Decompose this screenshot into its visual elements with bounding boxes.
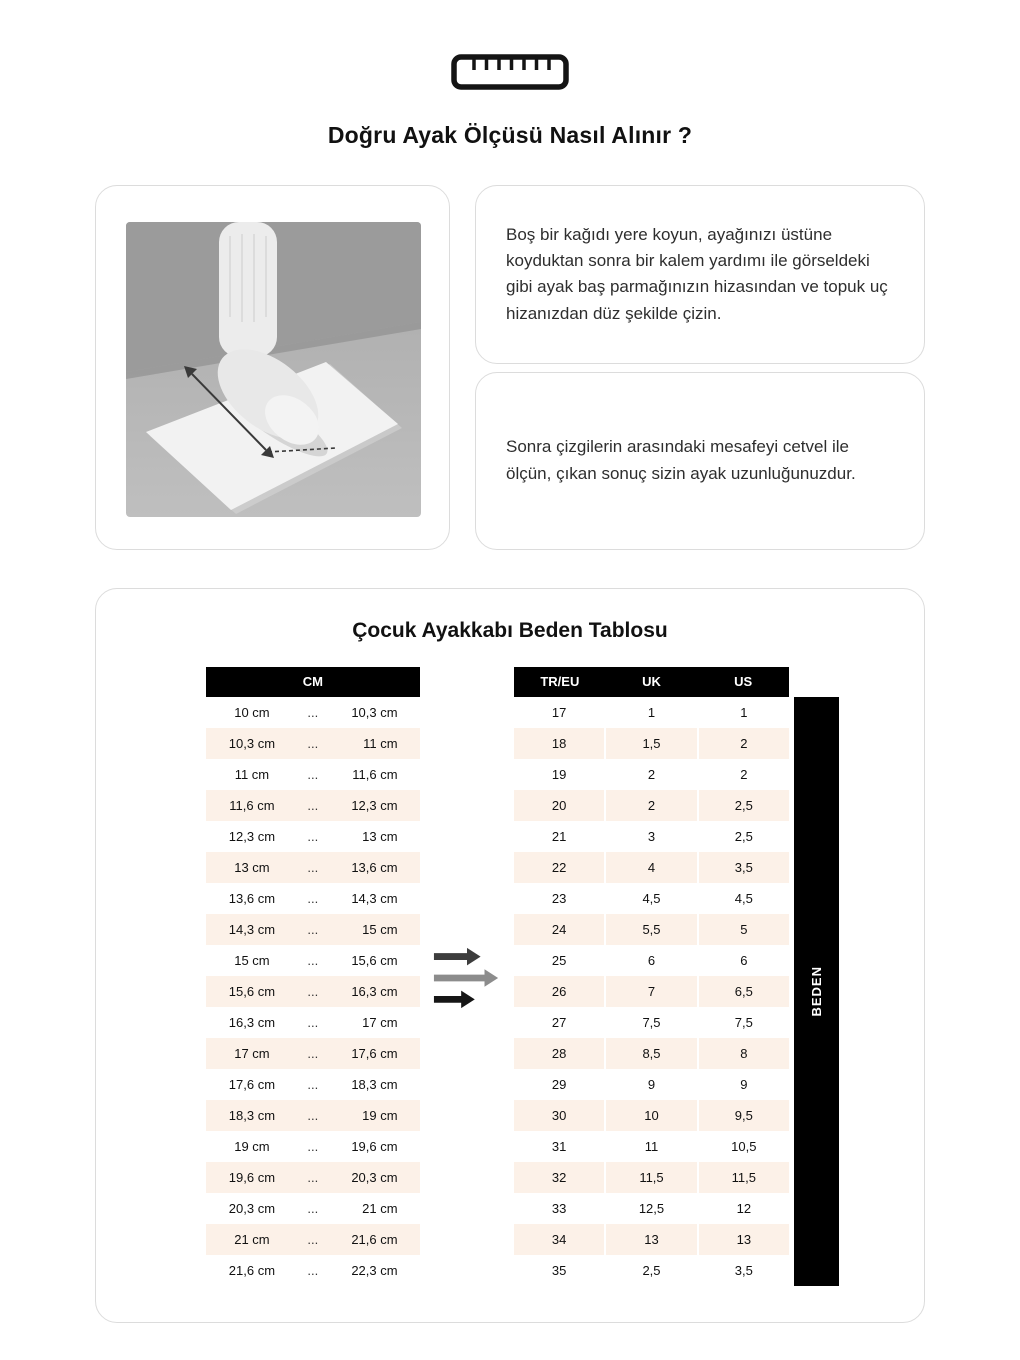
size-table-row <box>514 1007 789 1038</box>
size-table-row <box>514 1255 789 1286</box>
cm-to-value: 15 cm <box>362 922 398 937</box>
cm-to-value: 15,6 cm <box>351 953 398 968</box>
us-value: 8 <box>699 1038 789 1069</box>
size-table-row <box>514 728 789 759</box>
cm-table-row <box>206 728 420 759</box>
cm-to-value: 11,6 cm <box>352 767 398 782</box>
us-value: 9 <box>740 1077 748 1092</box>
us-value: 9,5 <box>699 1100 789 1131</box>
uk-value: 13 <box>606 1224 696 1255</box>
cm-range-separator: ... <box>307 1263 319 1278</box>
cm-table-row <box>206 976 420 1007</box>
cm-from-value: 18,3 cm <box>228 1108 276 1123</box>
us-value: 12 <box>736 1201 752 1216</box>
cm-table-row <box>206 1224 420 1255</box>
cm-from-value: 11 cm <box>234 767 270 782</box>
tr-eu-value: 23 <box>551 891 567 906</box>
cm-from-value: 20,3 cm <box>228 1201 276 1216</box>
cm-range-separator: ... <box>307 798 319 813</box>
foot-measurement-photo <box>126 222 421 517</box>
uk-value: 11 <box>644 1139 659 1154</box>
tr-eu-value: 33 <box>551 1201 567 1216</box>
cm-to-value: 14,3 cm <box>351 891 398 906</box>
cm-range-separator: ... <box>307 953 319 968</box>
us-value: 7,5 <box>734 1015 753 1030</box>
uk-value: 8,5 <box>606 1038 696 1069</box>
cm-to-value: 18,3 cm <box>351 1077 398 1092</box>
cm-range-separator: ... <box>307 736 319 751</box>
cm-from-value: 15,6 cm <box>228 984 276 999</box>
beden-side-label <box>794 697 839 1286</box>
conversion-arrows-icon <box>420 667 514 1286</box>
tr-eu-value: 24 <box>514 914 604 945</box>
us-value: 11,5 <box>699 1162 789 1193</box>
size-table-group <box>514 667 839 1286</box>
cm-to-value: 21 cm <box>362 1201 398 1216</box>
cm-table-row <box>206 1193 420 1224</box>
uk-value: 1,5 <box>606 728 696 759</box>
cm-table-row <box>206 1038 420 1069</box>
size-table-row <box>514 1131 789 1162</box>
cm-to-value: 16,3 cm <box>351 984 398 999</box>
header-tr-eu: TR/EU <box>540 674 580 689</box>
cm-table-row <box>206 759 420 790</box>
size-chart-title: Çocuk Ayakkabı Beden Tablosu <box>352 619 668 642</box>
header-us: US <box>734 674 753 689</box>
cm-table-row <box>206 1069 420 1100</box>
cm-to-value: 20,3 cm <box>351 1170 398 1185</box>
cm-to-value: 12,3 cm <box>351 798 398 813</box>
tr-eu-value: 35 <box>551 1263 567 1278</box>
cm-table-row <box>206 790 420 821</box>
size-table-row <box>514 697 789 728</box>
measurement-instructions <box>95 185 925 550</box>
us-value: 2,5 <box>699 790 789 821</box>
tr-eu-value: 17 <box>551 705 567 720</box>
size-table-row <box>514 1038 789 1069</box>
cm-from-value: 15 cm <box>234 953 270 968</box>
beden-label-text: BEDEN <box>809 966 824 1017</box>
cm-table <box>206 667 420 1286</box>
cm-to-value: 10,3 cm <box>351 705 398 720</box>
tr-eu-value: 22 <box>514 852 604 883</box>
us-value: 3,5 <box>699 852 789 883</box>
cm-table-row <box>206 1100 420 1131</box>
us-value: 13 <box>699 1224 789 1255</box>
size-table-row <box>514 1162 789 1193</box>
cm-table-row <box>206 914 420 945</box>
cm-from-value: 13 cm <box>234 860 270 875</box>
cm-to-value: 13,6 cm <box>351 860 398 875</box>
tr-eu-value: 27 <box>551 1015 567 1030</box>
cm-table-row <box>206 1131 420 1162</box>
uk-value: 3 <box>647 829 656 844</box>
cm-table-row <box>206 852 420 883</box>
cm-range-separator: ... <box>307 1201 319 1216</box>
cm-from-value: 12,3 cm <box>228 829 276 844</box>
uk-value: 4,5 <box>642 891 661 906</box>
cm-to-value: 21,6 cm <box>351 1232 398 1247</box>
cm-to-value: 19,6 cm <box>351 1139 398 1154</box>
instruction-steps <box>475 185 925 550</box>
tr-eu-value: 19 <box>551 767 567 782</box>
cm-table-row <box>206 1255 420 1286</box>
tr-eu-value: 21 <box>551 829 567 844</box>
cm-range-separator: ... <box>307 705 319 720</box>
us-value: 2 <box>699 728 789 759</box>
uk-value: 10 <box>606 1100 696 1131</box>
uk-value: 6 <box>647 953 656 968</box>
instruction-step-1-text: Boş bir kağıdı yere koyun, ayağınızı üstüne koyduktan sonra bir kalem yardımı ile görseldeki gibi ayak baş parmağınızın hizasından ve topuk uç hizanızdan düz şekilde çizin. <box>506 224 888 323</box>
size-table-row <box>514 1069 789 1100</box>
uk-value: 12,5 <box>638 1201 665 1216</box>
instruction-step-1 <box>475 185 925 364</box>
us-value: 6 <box>740 953 748 968</box>
us-value: 6,5 <box>699 976 789 1007</box>
size-table-row <box>514 914 789 945</box>
cm-from-value: 11,6 cm <box>229 798 275 813</box>
cm-range-separator: ... <box>307 922 319 937</box>
cm-table-row <box>206 697 420 728</box>
size-table-row <box>514 1193 789 1224</box>
cm-range-separator: ... <box>307 1139 319 1154</box>
cm-table-row <box>206 1007 420 1038</box>
instruction-step-2-text: Sonra çizgilerin arasındaki mesafeyi cetvel ile ölçün, çıkan sonuç sizin ayak uzunluğunuzdur. <box>506 437 856 483</box>
cm-from-value: 19,6 cm <box>228 1170 276 1185</box>
cm-from-value: 21,6 cm <box>228 1263 276 1278</box>
cm-table-rows <box>206 697 420 1286</box>
us-value: 10,5 <box>731 1139 757 1154</box>
uk-value: 9 <box>647 1077 656 1092</box>
uk-value: 2,5 <box>642 1263 661 1278</box>
header-uk: UK <box>642 674 661 689</box>
size-table-row <box>514 1224 789 1255</box>
cm-range-separator: ... <box>307 829 319 844</box>
cm-table-row <box>206 1162 420 1193</box>
size-table <box>514 667 789 1286</box>
ruler-icon <box>0 0 1020 92</box>
cm-from-value: 19 cm <box>234 1139 270 1154</box>
cm-range-separator: ... <box>307 1046 319 1061</box>
size-table-row <box>514 852 789 883</box>
tr-eu-value: 20 <box>514 790 604 821</box>
cm-range-separator: ... <box>307 860 319 875</box>
size-table-rows <box>514 697 789 1286</box>
tr-eu-value: 34 <box>514 1224 604 1255</box>
tr-eu-value: 32 <box>514 1162 604 1193</box>
foot-photo-card <box>95 185 450 550</box>
size-chart-card <box>95 588 925 1323</box>
cm-from-value: 17 cm <box>234 1046 270 1061</box>
cm-from-value: 17,6 cm <box>228 1077 276 1092</box>
uk-value: 7,5 <box>642 1015 661 1030</box>
cm-to-value: 13 cm <box>362 829 398 844</box>
cm-table-row <box>206 883 420 914</box>
size-table-header <box>514 667 789 697</box>
size-table-row <box>514 945 789 976</box>
cm-range-separator: ... <box>307 1015 319 1030</box>
us-value: 3,5 <box>734 1263 753 1278</box>
cm-from-value: 13,6 cm <box>228 891 276 906</box>
tr-eu-value: 25 <box>551 953 567 968</box>
uk-value: 7 <box>606 976 696 1007</box>
tr-eu-value: 31 <box>551 1139 567 1154</box>
cm-table-row <box>206 945 420 976</box>
size-table-row <box>514 1100 789 1131</box>
tr-eu-value: 30 <box>514 1100 604 1131</box>
cm-from-value: 10,3 cm <box>228 736 276 751</box>
uk-value: 5,5 <box>606 914 696 945</box>
us-value: 2,5 <box>734 829 753 844</box>
size-table-row <box>514 976 789 1007</box>
cm-from-value: 14,3 cm <box>228 922 276 937</box>
cm-to-value: 22,3 cm <box>351 1263 398 1278</box>
us-value: 4,5 <box>734 891 753 906</box>
cm-range-separator: ... <box>307 1108 319 1123</box>
cm-to-value: 17 cm <box>362 1015 398 1030</box>
cm-to-value: 19 cm <box>362 1108 398 1123</box>
tr-eu-value: 26 <box>514 976 604 1007</box>
cm-range-separator: ... <box>307 891 319 906</box>
size-table-row <box>514 883 789 914</box>
us-value: 2 <box>740 767 748 782</box>
instruction-step-2 <box>475 372 925 551</box>
cm-range-separator: ... <box>307 1170 319 1185</box>
uk-value: 2 <box>647 767 656 782</box>
cm-from-value: 16,3 cm <box>228 1015 276 1030</box>
tr-eu-value: 18 <box>514 728 604 759</box>
tr-eu-value: 28 <box>514 1038 604 1069</box>
size-table-row <box>514 759 789 790</box>
cm-from-value: 10 cm <box>234 705 270 720</box>
cm-range-separator: ... <box>307 984 319 999</box>
uk-value: 11,5 <box>606 1162 696 1193</box>
size-tables <box>96 667 924 1286</box>
us-value: 1 <box>740 705 748 720</box>
size-table-row <box>514 821 789 852</box>
uk-value: 1 <box>647 705 656 720</box>
cm-range-separator: ... <box>307 1077 319 1092</box>
cm-to-value: 11 cm <box>363 736 398 751</box>
cm-table-row <box>206 821 420 852</box>
us-value: 5 <box>699 914 789 945</box>
uk-value: 4 <box>606 852 696 883</box>
cm-table-header: CM <box>206 667 420 697</box>
tr-eu-value: 29 <box>551 1077 567 1092</box>
cm-to-value: 17,6 cm <box>351 1046 398 1061</box>
cm-range-separator: ... <box>307 1232 319 1247</box>
uk-value: 2 <box>606 790 696 821</box>
page-title: Doğru Ayak Ölçüsü Nasıl Alınır ? <box>327 122 693 148</box>
size-table-row <box>514 790 789 821</box>
cm-from-value: 21 cm <box>234 1232 270 1247</box>
cm-range-separator: ... <box>307 767 319 782</box>
